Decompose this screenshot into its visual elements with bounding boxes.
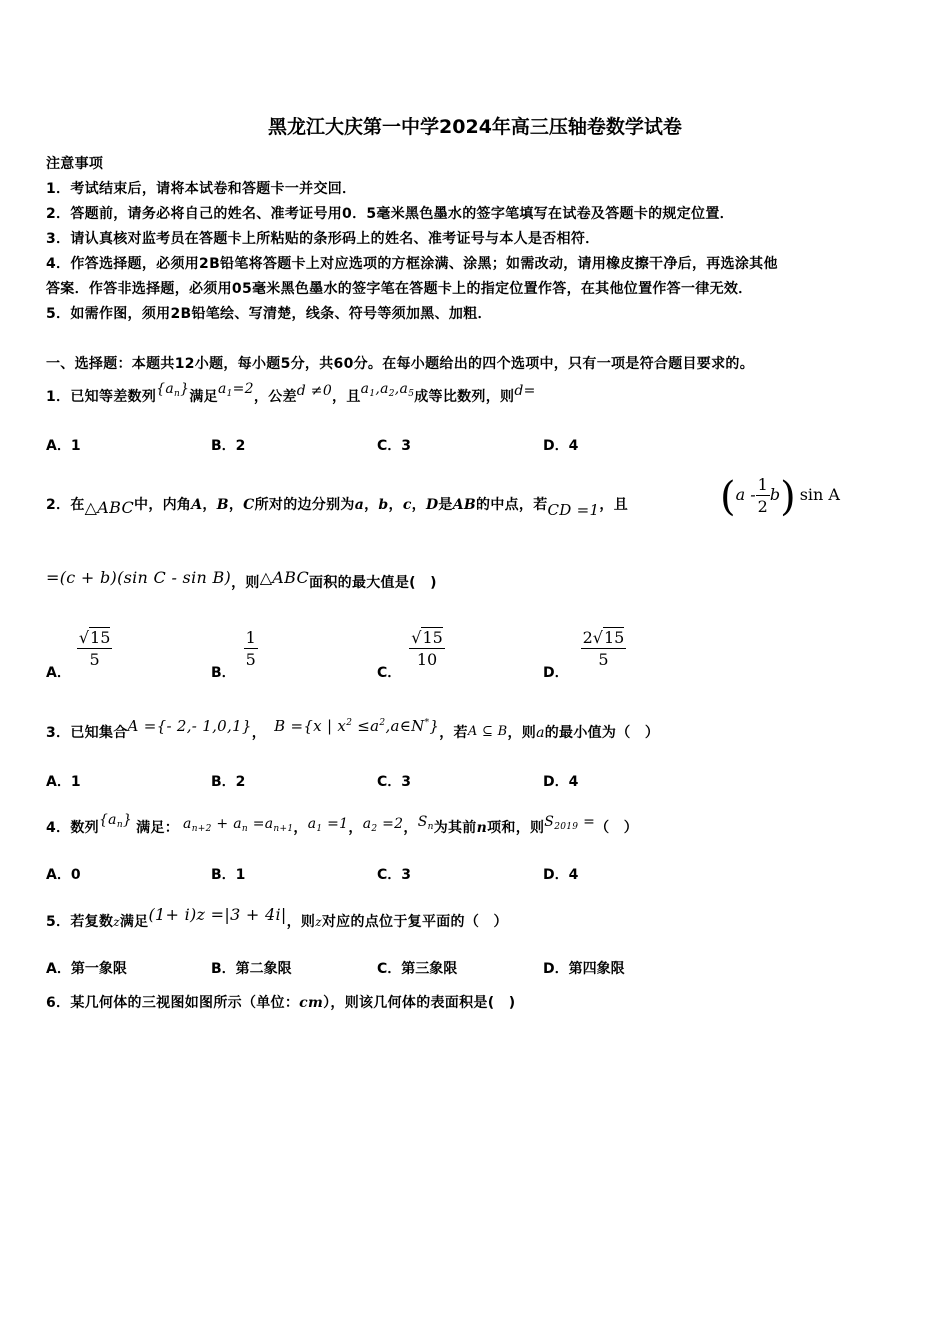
- q2-option-d: D． $\frac{2√15}{5}$: [543, 628, 625, 681]
- question-5: 5．若复数z满足(1+ i)z =|3 + 4i|，则z对应的点位于复平面的（ ）: [46, 905, 508, 930]
- notice-item-1: 1．考试结束后，请将本试卷和答题卡一并交回．: [46, 181, 357, 197]
- question-2-cont: =(c + b)(sin C - sin B)，则△ABC面积的最大值是( ): [46, 568, 437, 591]
- question-6: 6．某几何体的三视图如图所示（单位：cm），则该几何体的表面积是( ): [46, 995, 516, 1011]
- q3-option-c: C．3: [377, 774, 412, 790]
- q2-option-c: C． $\frac{√15}{10}$: [377, 628, 443, 681]
- notice-item-2: 2．答题前，请务必将自己的姓名、准考证号用0．5毫米黑色墨水的签字笔填写在试卷及答题卡的规定位置．: [46, 206, 734, 222]
- q1-option-a: A．1: [46, 438, 81, 454]
- question-2: 2．在△ABC中，内角A，B，C所对的边分别为a，b，c，D是AB的中点，若CD =1，且: [46, 497, 629, 519]
- section-heading: 一、选择题：本题共12小题，每小题5分，共60分。在每小题给出的四个选项中，只有一项是符合题目要求的。: [46, 356, 755, 372]
- notice-item-5: 5．如需作图，须用2B铅笔绘、写清楚，线条、符号等须加黑、加粗．: [46, 306, 492, 322]
- question-4: 4．数列$\{a_n\}$ 满足： $a_{n+2} + a_n =a_{n+1}$，$a_1 =1$，$a_2 =2$，$S_n$为其前n项和，则$S_{2019}$ =（ ）: [46, 812, 638, 836]
- q4-option-c: C．3: [377, 867, 412, 883]
- q3-option-b: B．2: [211, 774, 246, 790]
- page-title: 黑龙江大庆第一中学2024年高三压轴卷数学试卷: [268, 116, 682, 138]
- q1-option-b: B．2: [211, 438, 246, 454]
- q5-option-d: D．第四象限: [543, 961, 625, 977]
- q5-option-b: B．第二象限: [211, 961, 292, 977]
- notice-item-4: 4．作答选择题，必须用2B铅笔将答题卡上对应选项的方框涂满、涂黑；如需改动，请用橡皮擦干净后，再选涂其他: [46, 256, 778, 272]
- notice-item-4-cont: 答案．作答非选择题，必须用05毫米黑色墨水的签字笔在答题卡上的指定位置作答，在其他位置作答一律无效．: [46, 281, 753, 297]
- q1-option-c: C．3: [377, 438, 412, 454]
- q2-option-a: A． $\frac{√15}{5}$: [46, 628, 111, 681]
- q1-option-d: D．4: [543, 438, 579, 454]
- q4-option-b: B．1: [211, 867, 246, 883]
- q3-option-a: A．1: [46, 774, 81, 790]
- question-3: 3．已知集合A ={- 2,- 1,0,1}， B ={x | $x^2$ $\le a^2,a\in N^*$}，若A ⊆ B，则a的最小值为（ ）: [46, 717, 660, 741]
- question-1: 1．已知等差数列$\{a_n\}$满足$a_1=2$，公差d ≠0，且$a_1,a_2,a_5$成等比数列，则d=: [46, 381, 536, 405]
- q5-option-a: A．第一象限: [46, 961, 127, 977]
- q4-option-a: A．0: [46, 867, 81, 883]
- q2-option-b: B． $\frac{1}{5}$: [211, 628, 256, 681]
- q3-option-d: D．4: [543, 774, 579, 790]
- q5-option-c: C．第三象限: [377, 961, 458, 977]
- notice-heading: 注意事项: [46, 156, 104, 172]
- q2-expression: (a - $\frac{1}{2}$ b) sin A: [720, 474, 840, 520]
- q4-option-d: D．4: [543, 867, 579, 883]
- notice-item-3: 3．请认真核对监考员在答题卡上所粘贴的条形码上的姓名、准考证号与本人是否相符．: [46, 231, 600, 247]
